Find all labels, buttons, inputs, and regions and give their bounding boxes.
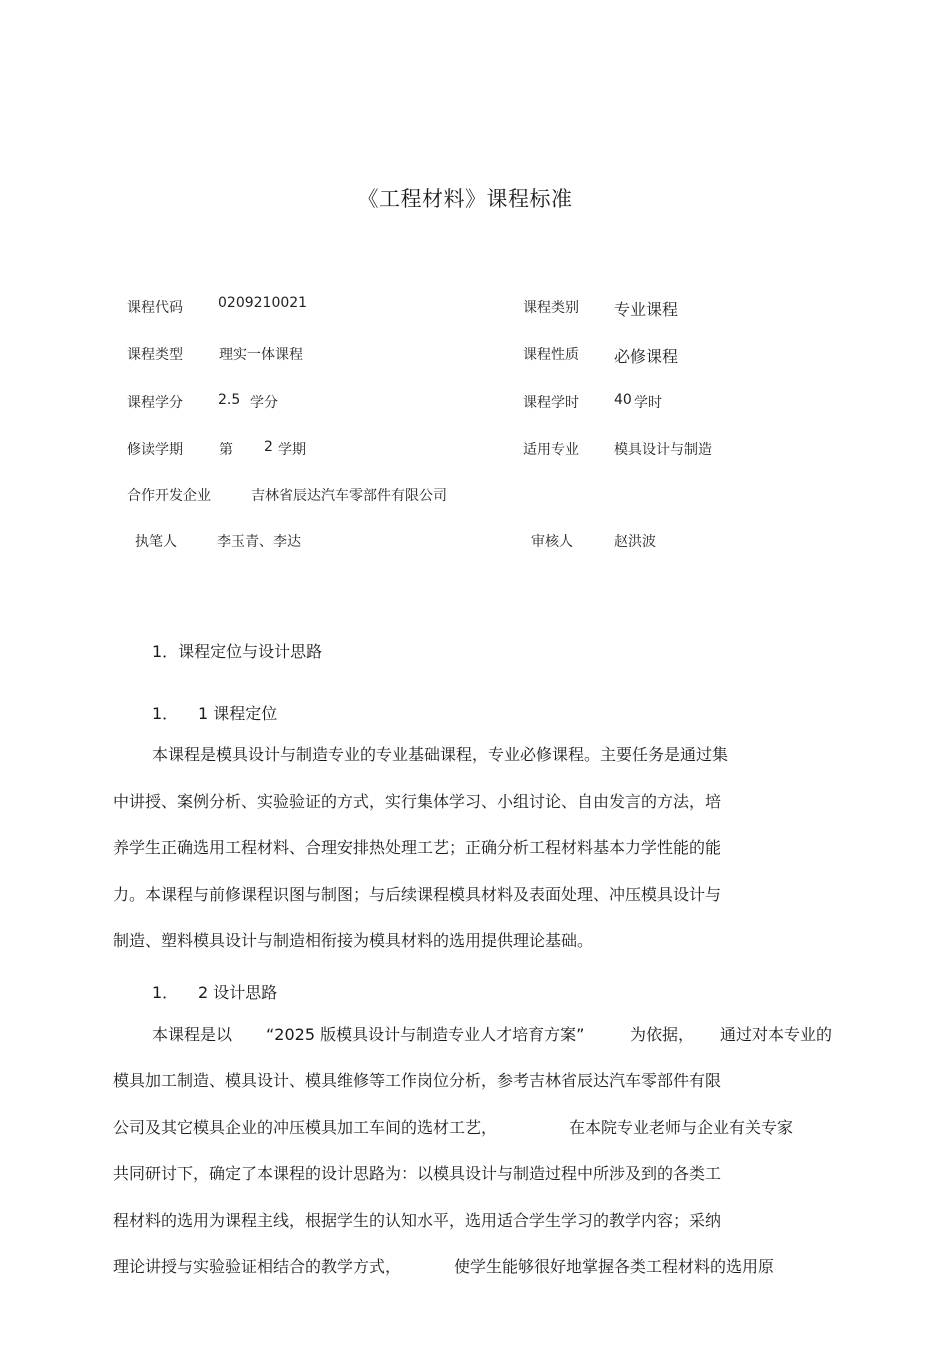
paragraph-fragment: 在本院专业老师与企业有关专家 [569, 1118, 794, 1137]
nature-value: 必修课程 [614, 347, 679, 366]
term-unit: 学期 [278, 442, 306, 458]
type-label: 课程类型 [127, 347, 183, 363]
term-number: 2 [264, 439, 273, 455]
type-value: 理实一体课程 [219, 347, 303, 363]
credit-number: 2.5 [218, 392, 241, 408]
hours-number: 40 [614, 392, 632, 408]
paragraph-line: 中讲授、案例分析、实验验证的方式，实行集体学习、小组讨论、自由发言的方法，培 [113, 792, 722, 811]
subsection-title: 2 设计思路 [198, 983, 278, 1002]
subsection-number: 1． [152, 983, 179, 1002]
paragraph-line: 共同研讨下，确定了本课程的设计思路为：以模具设计与制造过程中所涉及到的各类工 [113, 1164, 722, 1183]
subsection-number: 1． [152, 704, 179, 723]
hours-unit: 学时 [634, 395, 662, 411]
paragraph-fragment: 通过对本专业的 [720, 1025, 833, 1044]
major-label: 适用专业 [523, 442, 579, 458]
paragraph-line: 程材料的选用为课程主线，根据学生的认知水平，选用适合学生学习的教学内容；采纳 [113, 1211, 722, 1230]
code-value: 0209210021 [218, 295, 308, 311]
paragraph-fragment: 本课程是以 [152, 1025, 233, 1044]
code-label: 课程代码 [127, 300, 183, 316]
nature-label: 课程性质 [523, 347, 579, 363]
paragraph-fragment: “2025 版模具设计与制造专业人才培育方案” [266, 1025, 585, 1044]
reviewer-label: 审核人 [531, 534, 573, 550]
partner-label: 合作开发企业 [127, 488, 211, 504]
paragraph-line: 本课程是模具设计与制造专业的专业基础课程，专业必修课程。主要任务是通过集 [152, 745, 729, 764]
category-value: 专业课程 [614, 300, 679, 319]
paragraph-fragment: 为依据， [630, 1025, 695, 1044]
paragraph-fragment: 公司及其它模具企业的冲压模具加工车间的选材工艺， [113, 1118, 498, 1137]
paragraph-line: 制造、塑料模具设计与制造相衔接为模具材料的选用提供理论基础。 [113, 931, 594, 950]
credit-label: 课程学分 [127, 395, 183, 411]
hours-label: 课程学时 [523, 395, 579, 411]
section-heading: 1．课程定位与设计思路 [152, 642, 323, 661]
paragraph-line: 养学生正确选用工程材料、合理安排热处理工艺；正确分析工程材料基本力学性能的能 [113, 838, 722, 857]
page-title: 《工程材料》课程标准 [357, 187, 573, 211]
partner-value: 吉林省辰达汽车零部件有限公司 [251, 488, 447, 504]
term-prefix: 第 [219, 442, 233, 458]
author-label: 执笔人 [135, 534, 177, 550]
author-value: 李玉青、李达 [217, 534, 301, 550]
credit-unit: 学分 [250, 395, 278, 411]
paragraph-fragment: 理论讲授与实验验证相结合的教学方式， [113, 1257, 402, 1276]
major-value: 模具设计与制造 [614, 442, 712, 458]
subsection-title: 1 课程定位 [198, 704, 278, 723]
reviewer-value: 赵洪波 [614, 534, 656, 550]
category-label: 课程类别 [523, 300, 579, 316]
paragraph-line: 模具加工制造、模具设计、模具维修等工作岗位分析，参考吉林省辰达汽车零部件有限 [113, 1071, 722, 1090]
paragraph-fragment: 使学生能够很好地掌握各类工程材料的选用原 [454, 1257, 775, 1276]
term-label: 修读学期 [127, 442, 183, 458]
paragraph-line: 力。本课程与前修课程识图与制图；与后续课程模具材料及表面处理、冲压模具设计与 [113, 885, 722, 904]
